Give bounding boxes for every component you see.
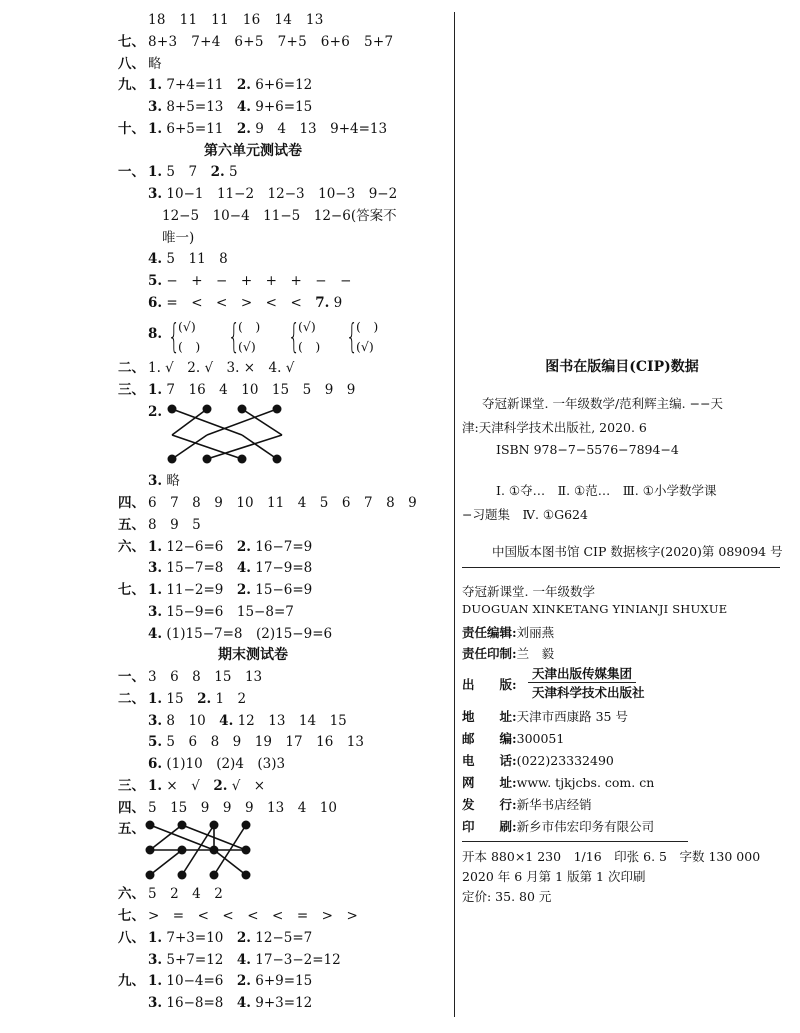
answer-line: 二、 1. 15 2. 1 2 xyxy=(118,690,247,707)
publisher-group: 天津出版传媒集团 xyxy=(528,664,636,683)
cip-title: 图书在版编目(CIP)数据 xyxy=(545,359,699,375)
answer-line: 3. 8+5=13 4. 9+6=15 xyxy=(148,99,313,115)
book-spec: 开本 880×1 230 1/16 印张 6. 5 字数 130 000 xyxy=(462,849,761,864)
answer-line: 3. 5+7=12 4. 17−3−2=12 xyxy=(148,951,341,968)
matching-figure xyxy=(118,423,448,467)
answer-line: 四、 6 7 8 9 10 11 4 5 6 7 8 9 xyxy=(118,495,417,511)
section-title: 第六单元测试卷 xyxy=(204,142,302,159)
answer-line: 九、 1. 10−4=6 2. 6+9=15 xyxy=(118,973,313,990)
divider xyxy=(462,841,688,842)
answer-column xyxy=(118,10,448,1015)
colophon-row: 地 址:天津市西康路 35 号 xyxy=(462,709,628,724)
answer-line: 唯一) xyxy=(162,229,195,246)
answer-line: 七、 > = < < < < = > > xyxy=(118,908,358,924)
answer-line: 七、 8+3 7+4 6+5 7+5 6+6 5+7 xyxy=(118,33,394,50)
answer-line: 3. 10−1 11−2 12−3 10−3 9−2 xyxy=(148,186,398,202)
answer-line: 九、 1. 7+4=11 2. 6+6=12 xyxy=(118,77,313,94)
answer-line: 3. 15−9=6 15−8=7 xyxy=(148,603,294,620)
matching-lines-figure-1 xyxy=(162,401,292,465)
publisher-name: 天津科学技术出版社 xyxy=(532,685,645,700)
cip-line: 津:天津科学技术出版社, 2020. 6 xyxy=(462,420,647,435)
answer-line: 2. xyxy=(148,403,163,420)
book-title: 夺冠新课堂. 一年级数学 xyxy=(462,584,595,599)
answer-line: 3. 16−8=8 4. 9+3=12 xyxy=(148,995,313,1011)
cip-verify: 中国版本图书馆 CIP 数据核字(2020)第 089094 号 xyxy=(492,544,783,559)
answer-line: 5. − + − + + + − − xyxy=(148,273,352,289)
answer-line: 12−5 10−4 11−5 12−6(答案不 xyxy=(162,207,397,224)
answer-line: 二、 1. √ 2. √ 3. × 4. √ xyxy=(118,360,295,376)
colophon-row: 邮 编:300051 xyxy=(462,731,565,746)
answer-line: 三、 1. 7 16 4 10 15 5 9 9 xyxy=(118,381,356,398)
answer-line: 八、 略 xyxy=(118,55,162,72)
answer-line: 一、 3 6 8 15 13 xyxy=(118,669,263,685)
answer-line: 4. (1)15−7=8 (2)15−9=6 xyxy=(148,625,333,642)
answer-line: 18 11 11 16 14 13 xyxy=(148,12,324,28)
colophon-row: 电 话:(022)23332490 xyxy=(462,753,614,768)
cip-line: −习题集 Ⅳ. ①G624 xyxy=(462,507,588,522)
matching-figure: 五、 xyxy=(118,819,448,884)
column-divider xyxy=(454,12,455,1017)
answer-line: 七、 1. 11−2=9 2. 15−6=9 xyxy=(118,582,313,598)
cip-isbn: ISBN 978−7−5576−7894−4 xyxy=(496,442,679,457)
answer-line: 3. 8 10 4. 12 13 14 15 xyxy=(148,712,347,729)
answer-line: 三、 1. × √ 2. √ × xyxy=(118,777,266,794)
colophon-row: 责任印制:兰 毅 xyxy=(462,646,555,661)
answer-line: 6. (1)10 (2)4 (3)3 xyxy=(148,756,286,772)
matching-lines-figure-2 xyxy=(144,819,269,883)
answer-line: 六、 5 2 4 2 xyxy=(118,886,223,903)
cip-line: 夺冠新课堂. 一年级数学/范利辉主编. −−天 xyxy=(482,396,724,411)
colophon-row: 印 刷:新乡市伟宏印务有限公司 xyxy=(462,819,655,834)
colophon-row: 网 址:www. tjkjcbs. com. cn xyxy=(462,775,655,790)
section-title: 期末测试卷 xyxy=(218,647,288,664)
cip-line: Ⅰ. ①夺… Ⅱ. ①范… Ⅲ. ①小学数学课 xyxy=(496,483,717,498)
book-edition: 2020 年 6 月第 1 版第 1 次印刷 xyxy=(462,869,646,884)
book-title-pinyin: DUOGUAN XINKETANG YINIANJI SHUXUE xyxy=(462,602,728,616)
answer-line: 四、 5 15 9 9 9 13 4 10 xyxy=(118,799,337,816)
answer-line: 六、 1. 12−6=6 2. 16−7=9 xyxy=(118,538,313,555)
answer-line: 八、 1. 7+3=10 2. 12−5=7 xyxy=(118,929,313,946)
answer-line: 4. 5 11 8 xyxy=(148,251,228,268)
answer-line: 一、 1. 5 7 2. 5 xyxy=(118,164,238,181)
colophon-row: 出 版: xyxy=(462,677,517,692)
divider xyxy=(462,567,780,568)
answer-line: 十、 1. 6+5=11 2. 9 4 13 9+4=13 xyxy=(118,120,388,137)
colophon-row: 发 行:新华书店经销 xyxy=(462,797,592,812)
brace-answers: 8. { (√) ( ) { ( ) (√) { (√) ( ) { ( ) (√) xyxy=(148,316,379,357)
answer-line: 3. 略 xyxy=(148,473,180,490)
answer-line: 3. 15−7=8 4. 17−9=8 xyxy=(148,560,313,577)
book-price: 定价: 35. 80 元 xyxy=(462,889,552,904)
answer-line: 5. 5 6 8 9 19 17 16 13 xyxy=(148,734,364,751)
colophon-row: 责任编辑:刘丽燕 xyxy=(462,625,555,640)
answer-line: 6. = < < > < < 7. 9 xyxy=(148,294,343,311)
answer-line: 五、 8 9 5 xyxy=(118,516,201,533)
